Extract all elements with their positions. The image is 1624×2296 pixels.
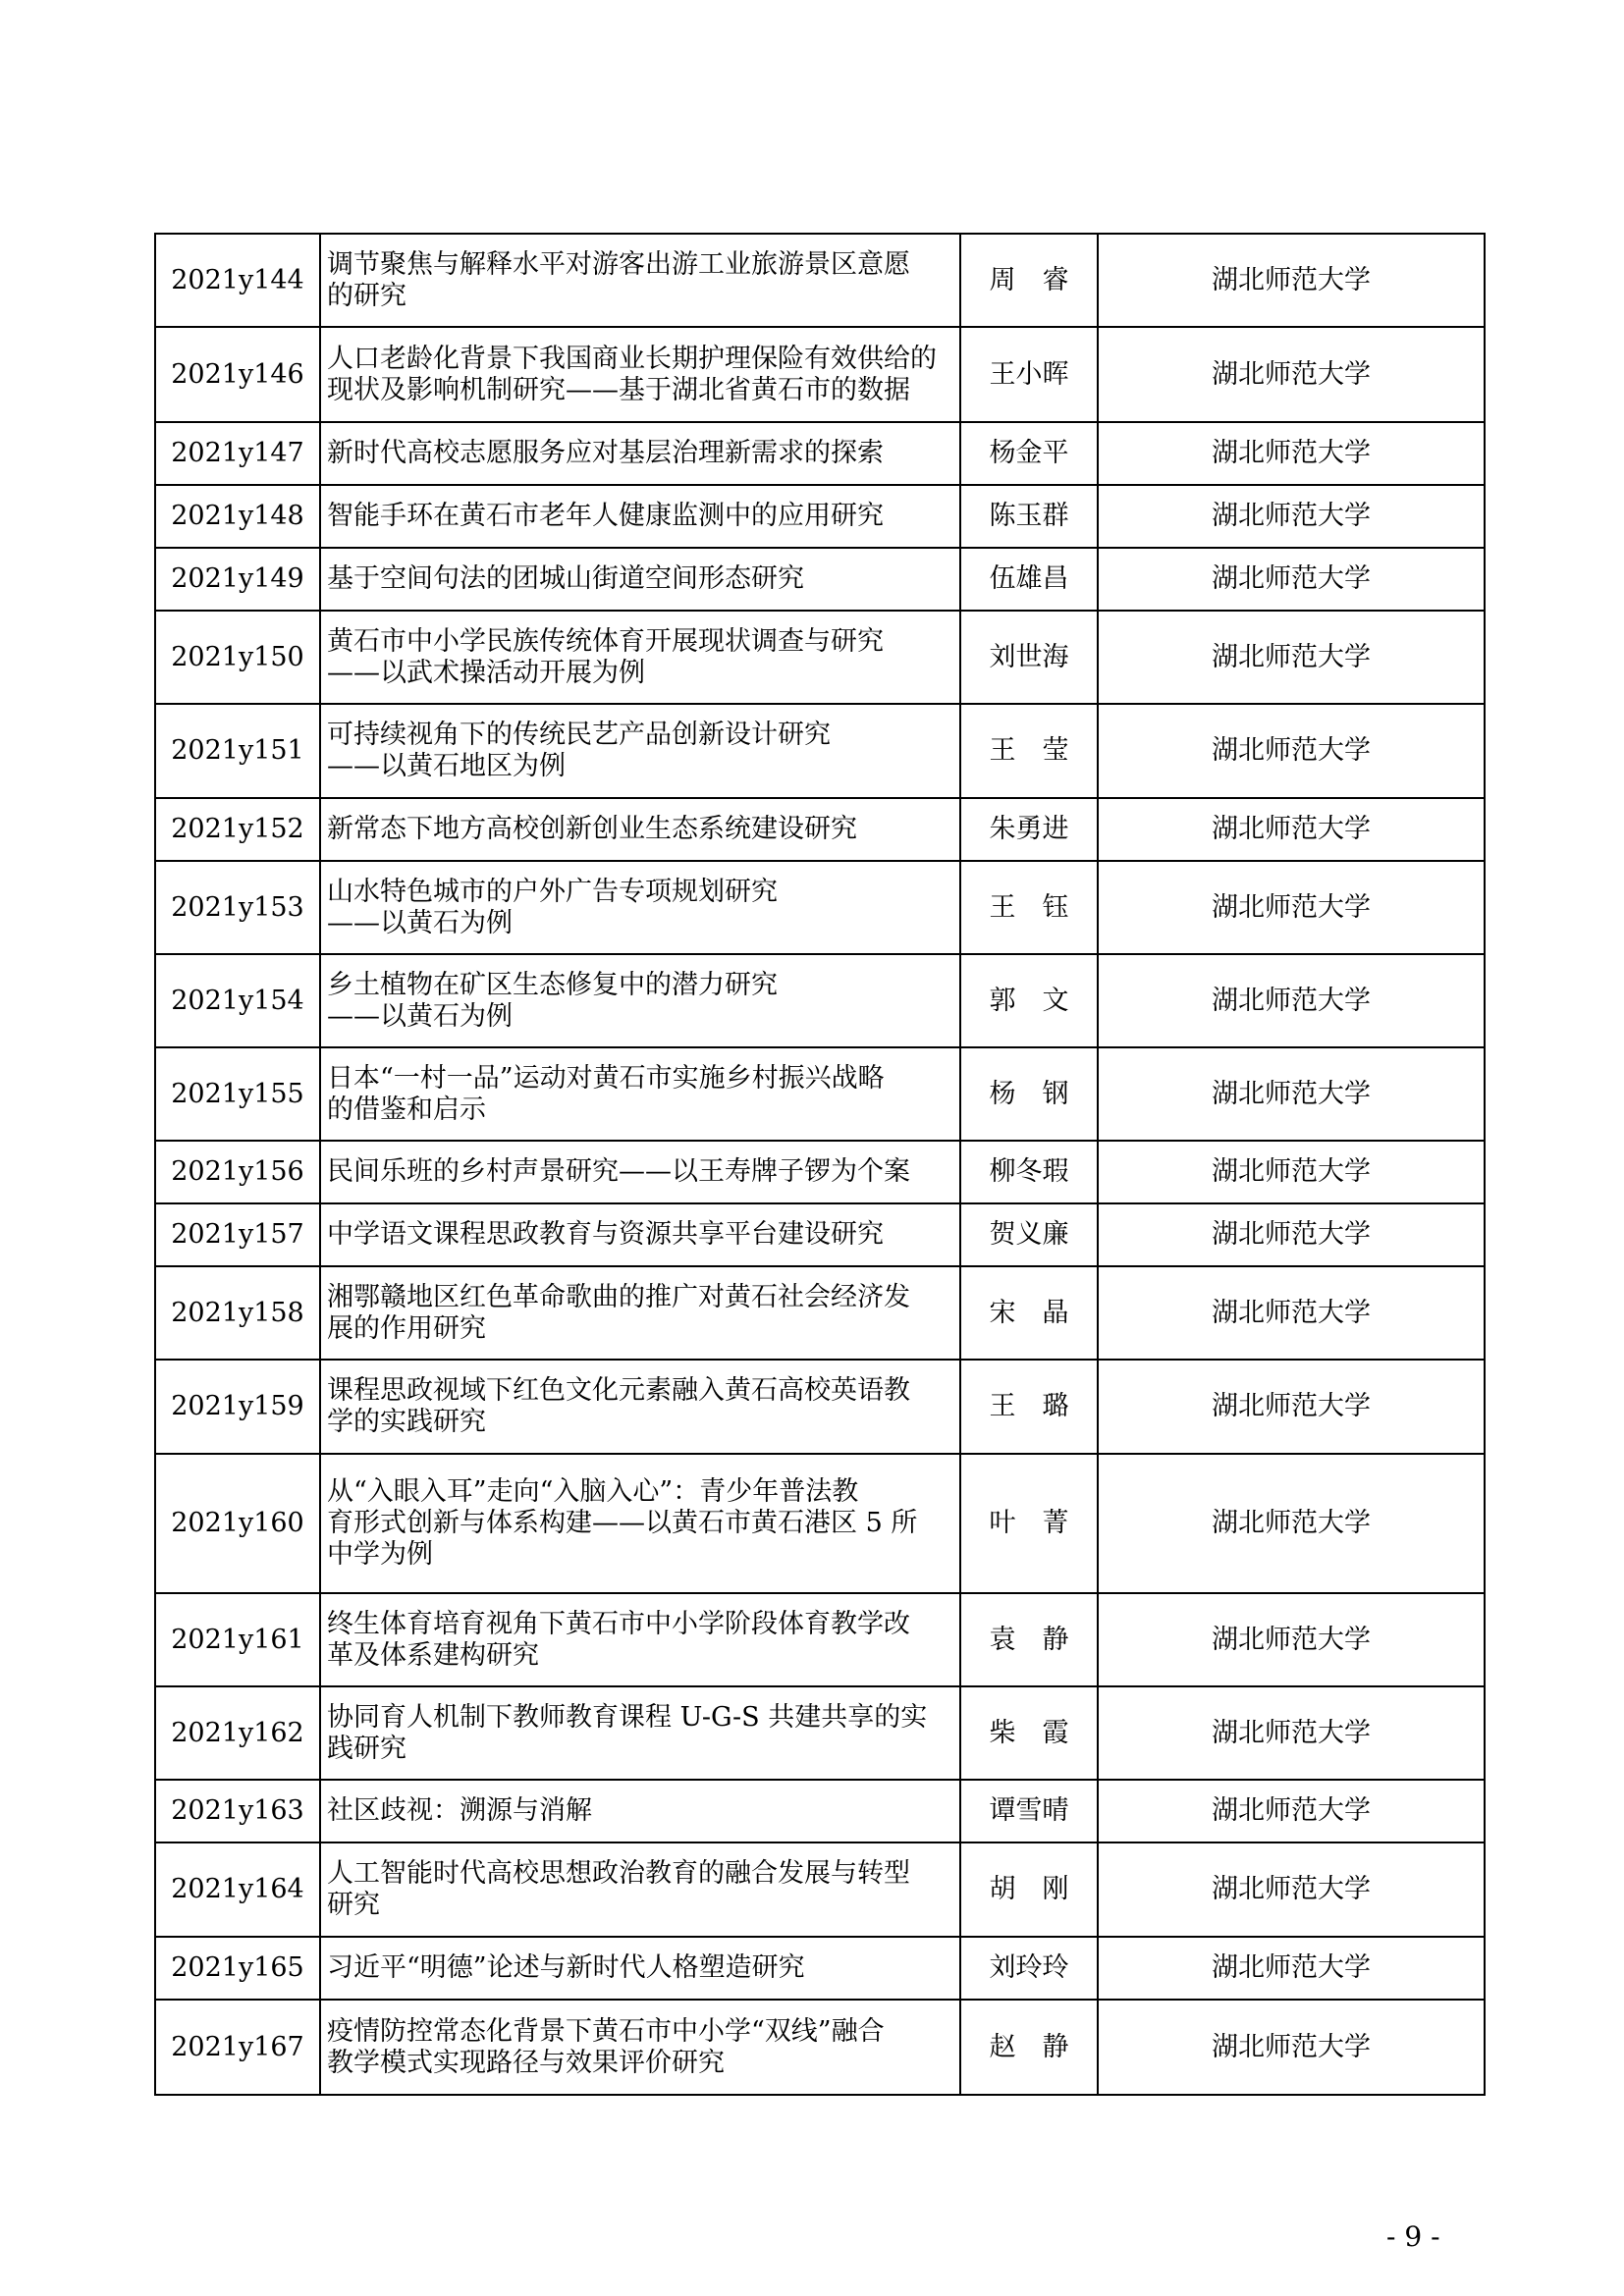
project-code-text: 2021y163 bbox=[171, 1795, 304, 1826]
project-title-text: 习近平“明德”论述与新时代人格塑造研究 bbox=[327, 1952, 805, 1983]
institution-text: 湖北师范大学 bbox=[1212, 563, 1371, 594]
project-leader-text: 宋 晶 bbox=[989, 1297, 1069, 1328]
project-code-cell bbox=[155, 1141, 320, 1203]
project-title-text: 调节聚焦与解释水平对游客出游工业旅游景区意愿 的研究 bbox=[327, 248, 910, 311]
table-body bbox=[155, 234, 1485, 2095]
project-title-text: 疫情防控常态化背景下黄石市中小学“双线”融合 教学模式实现路径与效果评价研究 bbox=[327, 2015, 885, 2078]
project-title-text: 课程思政视域下红色文化元素融入黄石高校英语教 学的实践研究 bbox=[327, 1375, 910, 1437]
project-leader-cell bbox=[960, 1454, 1098, 1593]
project-code-text: 2021y165 bbox=[171, 1952, 304, 1983]
project-code-cell bbox=[155, 327, 320, 422]
project-title-cell bbox=[320, 422, 960, 485]
project-title-text: 山水特色城市的户外广告专项规划研究 ——以黄石为例 bbox=[327, 876, 778, 938]
project-code-cell bbox=[155, 548, 320, 611]
project-title-cell bbox=[320, 954, 960, 1047]
project-code-text: 2021y161 bbox=[171, 1624, 304, 1655]
institution-text: 湖北师范大学 bbox=[1212, 1952, 1371, 1983]
project-leader-cell bbox=[960, 1141, 1098, 1203]
project-title-text: 社区歧视：溯源与消解 bbox=[327, 1795, 592, 1826]
project-code-text: 2021y152 bbox=[171, 814, 304, 844]
institution-cell bbox=[1098, 861, 1485, 954]
project-leader-text: 谭雪晴 bbox=[989, 1795, 1069, 1826]
institution-text: 湖北师范大学 bbox=[1212, 264, 1371, 295]
project-leader-cell bbox=[960, 611, 1098, 704]
project-title-text: 民间乐班的乡村声景研究——以王寿牌子锣为个案 bbox=[327, 1156, 910, 1187]
table-row bbox=[155, 1686, 1485, 1780]
project-leader-cell bbox=[960, 798, 1098, 861]
project-code-cell bbox=[155, 1686, 320, 1780]
institution-cell bbox=[1098, 1686, 1485, 1780]
institution-text: 湖北师范大学 bbox=[1212, 1508, 1371, 1538]
project-leader-text: 杨 钢 bbox=[989, 1078, 1069, 1109]
project-code-text: 2021y155 bbox=[171, 1078, 304, 1109]
project-leader-text: 袁 静 bbox=[989, 1624, 1069, 1655]
project-code-cell bbox=[155, 1842, 320, 1937]
project-code-cell bbox=[155, 234, 320, 327]
project-leader-cell bbox=[960, 704, 1098, 798]
institution-text: 湖北师范大学 bbox=[1212, 1297, 1371, 1328]
project-code-cell bbox=[155, 1203, 320, 1266]
project-code-text: 2021y149 bbox=[171, 563, 304, 594]
table-row bbox=[155, 611, 1485, 704]
project-leader-text: 杨金平 bbox=[989, 438, 1069, 468]
project-code-cell bbox=[155, 798, 320, 861]
project-code-text: 2021y154 bbox=[171, 985, 304, 1016]
project-title-cell bbox=[320, 704, 960, 798]
project-code-cell bbox=[155, 1360, 320, 1454]
institution-text: 湖北师范大学 bbox=[1212, 501, 1371, 531]
project-leader-text: 王 钰 bbox=[989, 891, 1069, 923]
project-title-cell bbox=[320, 861, 960, 954]
project-leader-text: 柳冬瑕 bbox=[989, 1156, 1069, 1187]
institution-text: 湖北师范大学 bbox=[1212, 814, 1371, 844]
project-leader-text: 周 睿 bbox=[989, 264, 1069, 295]
project-title-cell bbox=[320, 2000, 960, 2095]
project-leader-cell bbox=[960, 422, 1098, 485]
project-code-cell bbox=[155, 1454, 320, 1593]
project-leader-cell bbox=[960, 861, 1098, 954]
institution-cell bbox=[1098, 798, 1485, 861]
project-leader-cell bbox=[960, 1266, 1098, 1360]
table-row bbox=[155, 327, 1485, 422]
institution-cell bbox=[1098, 1454, 1485, 1593]
project-leader-text: 赵 静 bbox=[989, 2031, 1069, 2062]
project-leader-cell bbox=[960, 1360, 1098, 1454]
project-code-text: 2021y162 bbox=[171, 1717, 304, 1748]
project-code-cell bbox=[155, 1937, 320, 2000]
project-title-cell bbox=[320, 1141, 960, 1203]
institution-cell bbox=[1098, 704, 1485, 798]
project-code-cell bbox=[155, 485, 320, 548]
project-title-cell bbox=[320, 548, 960, 611]
institution-text: 湖北师范大学 bbox=[1212, 1717, 1371, 1748]
project-title-cell bbox=[320, 1454, 960, 1593]
table-row bbox=[155, 1203, 1485, 1266]
project-title-text: 基于空间句法的团城山街道空间形态研究 bbox=[327, 563, 804, 594]
institution-text: 湖北师范大学 bbox=[1212, 735, 1371, 766]
project-code-text: 2021y156 bbox=[171, 1156, 304, 1187]
table-row bbox=[155, 1593, 1485, 1686]
table-row bbox=[155, 1047, 1485, 1141]
project-title-cell bbox=[320, 798, 960, 861]
table-row bbox=[155, 798, 1485, 861]
project-code-cell bbox=[155, 422, 320, 485]
project-leader-text: 胡 刚 bbox=[989, 1874, 1069, 1904]
project-code-text: 2021y164 bbox=[171, 1874, 304, 1904]
project-code-cell bbox=[155, 1047, 320, 1141]
project-title-cell bbox=[320, 1593, 960, 1686]
project-code-text: 2021y159 bbox=[171, 1391, 304, 1421]
project-code-text: 2021y157 bbox=[171, 1219, 304, 1250]
project-title-text: 乡土植物在矿区生态修复中的潜力研究 ——以黄石为例 bbox=[327, 969, 778, 1032]
project-code-cell bbox=[155, 704, 320, 798]
project-code-text: 2021y148 bbox=[171, 501, 304, 531]
project-title-text: 智能手环在黄石市老年人健康监测中的应用研究 bbox=[327, 501, 884, 531]
institution-cell bbox=[1098, 611, 1485, 704]
institution-cell bbox=[1098, 234, 1485, 327]
project-leader-cell bbox=[960, 234, 1098, 327]
project-leader-cell bbox=[960, 2000, 1098, 2095]
table-row bbox=[155, 1266, 1485, 1360]
project-leader-cell bbox=[960, 485, 1098, 548]
project-title-text: 黄石市中小学民族传统体育开展现状调查与研究 ——以武术操活动开展为例 bbox=[327, 625, 884, 688]
institution-text: 湖北师范大学 bbox=[1212, 1156, 1371, 1187]
project-code-text: 2021y144 bbox=[171, 264, 304, 295]
project-code-text: 2021y147 bbox=[171, 438, 304, 468]
table-row bbox=[155, 548, 1485, 611]
project-title-cell bbox=[320, 1360, 960, 1454]
project-leader-text: 朱勇进 bbox=[989, 814, 1069, 844]
project-title-text: 新时代高校志愿服务应对基层治理新需求的探索 bbox=[327, 438, 884, 468]
project-title-text: 湘鄂赣地区红色革命歌曲的推广对黄石社会经济发 展的作用研究 bbox=[327, 1281, 910, 1344]
project-title-cell bbox=[320, 485, 960, 548]
project-title-cell bbox=[320, 327, 960, 422]
project-leader-text: 王 莹 bbox=[989, 735, 1069, 766]
project-title-cell bbox=[320, 611, 960, 704]
institution-text: 湖北师范大学 bbox=[1212, 2031, 1371, 2062]
institution-text: 湖北师范大学 bbox=[1212, 1391, 1371, 1421]
institution-cell bbox=[1098, 1203, 1485, 1266]
project-code-cell bbox=[155, 2000, 320, 2095]
project-title-text: 从“入眼入耳”走向“入脑入心”：青少年普法教 育形式创新与体系构建——以黄石市黄石港区 5 所 中学为例 bbox=[327, 1476, 918, 1570]
project-code-text: 2021y146 bbox=[171, 358, 304, 390]
institution-cell bbox=[1098, 1047, 1485, 1141]
project-leader-text: 刘玲玲 bbox=[989, 1952, 1069, 1983]
project-code-text: 2021y158 bbox=[171, 1297, 304, 1328]
institution-text: 湖北师范大学 bbox=[1212, 985, 1371, 1016]
project-leader-cell bbox=[960, 1686, 1098, 1780]
institution-cell bbox=[1098, 1780, 1485, 1842]
project-title-cell bbox=[320, 1937, 960, 2000]
table-row bbox=[155, 1937, 1485, 2000]
institution-cell bbox=[1098, 1593, 1485, 1686]
project-code-text: 2021y151 bbox=[171, 735, 304, 766]
institution-cell bbox=[1098, 1937, 1485, 2000]
table-row bbox=[155, 1842, 1485, 1937]
project-leader-text: 叶 菁 bbox=[989, 1508, 1069, 1538]
table-row bbox=[155, 954, 1485, 1047]
table-row bbox=[155, 704, 1485, 798]
project-title-cell bbox=[320, 1842, 960, 1937]
project-leader-text: 陈玉群 bbox=[989, 501, 1069, 531]
institution-cell bbox=[1098, 1141, 1485, 1203]
project-title-text: 日本“一村一品”运动对黄石市实施乡村振兴战略 的借鉴和启示 bbox=[327, 1062, 885, 1125]
project-title-cell bbox=[320, 1266, 960, 1360]
project-title-cell bbox=[320, 1686, 960, 1780]
project-title-cell bbox=[320, 1047, 960, 1141]
project-title-cell bbox=[320, 1780, 960, 1842]
project-leader-text: 刘世海 bbox=[989, 641, 1069, 672]
project-leader-text: 贺义廉 bbox=[989, 1219, 1069, 1250]
project-leader-text: 柴 霞 bbox=[989, 1717, 1069, 1748]
project-title-text: 新常态下地方高校创新创业生态系统建设研究 bbox=[327, 814, 857, 844]
project-code-text: 2021y160 bbox=[171, 1508, 304, 1538]
project-leader-cell bbox=[960, 548, 1098, 611]
project-leader-text: 王 璐 bbox=[989, 1391, 1069, 1421]
project-leader-cell bbox=[960, 1842, 1098, 1937]
institution-text: 湖北师范大学 bbox=[1212, 891, 1371, 923]
project-leader-cell bbox=[960, 1937, 1098, 2000]
project-code-cell bbox=[155, 1266, 320, 1360]
project-leader-cell bbox=[960, 327, 1098, 422]
project-leader-cell bbox=[960, 1203, 1098, 1266]
table-row bbox=[155, 485, 1485, 548]
institution-cell bbox=[1098, 2000, 1485, 2095]
institution-cell bbox=[1098, 485, 1485, 548]
institution-cell bbox=[1098, 954, 1485, 1047]
table-row bbox=[155, 1780, 1485, 1842]
project-title-cell bbox=[320, 1203, 960, 1266]
institution-cell bbox=[1098, 1360, 1485, 1454]
institution-text: 湖北师范大学 bbox=[1212, 358, 1371, 390]
institution-text: 湖北师范大学 bbox=[1212, 641, 1371, 672]
institution-text: 湖北师范大学 bbox=[1212, 1219, 1371, 1250]
project-code-text: 2021y150 bbox=[171, 641, 304, 672]
table-row bbox=[155, 1360, 1485, 1454]
table-row bbox=[155, 861, 1485, 954]
table-row bbox=[155, 422, 1485, 485]
project-title-cell bbox=[320, 234, 960, 327]
table-row bbox=[155, 2000, 1485, 2095]
project-leader-cell bbox=[960, 1780, 1098, 1842]
institution-cell bbox=[1098, 327, 1485, 422]
institution-text: 湖北师范大学 bbox=[1212, 438, 1371, 468]
project-code-cell bbox=[155, 861, 320, 954]
project-leader-text: 王小晖 bbox=[989, 358, 1069, 390]
project-leader-cell bbox=[960, 1047, 1098, 1141]
project-code-text: 2021y153 bbox=[171, 891, 304, 923]
table-row bbox=[155, 234, 1485, 327]
project-leader-text: 郭 文 bbox=[989, 985, 1069, 1016]
institution-cell bbox=[1098, 1842, 1485, 1937]
project-list-table bbox=[154, 233, 1486, 2096]
table-row bbox=[155, 1141, 1485, 1203]
project-code-cell bbox=[155, 954, 320, 1047]
project-title-text: 人口老龄化背景下我国商业长期护理保险有效供给的 现状及影响机制研究——基于湖北省黄石市的数据 bbox=[327, 343, 937, 405]
project-code-cell bbox=[155, 611, 320, 704]
project-title-text: 协同育人机制下教师教育课程 U-G-S 共建共享的实 践研究 bbox=[327, 1701, 928, 1764]
institution-text: 湖北师范大学 bbox=[1212, 1795, 1371, 1826]
project-code-cell bbox=[155, 1593, 320, 1686]
project-title-text: 中学语文课程思政教育与资源共享平台建设研究 bbox=[327, 1219, 884, 1250]
table-row bbox=[155, 1454, 1485, 1593]
project-leader-cell bbox=[960, 1593, 1098, 1686]
institution-cell bbox=[1098, 1266, 1485, 1360]
project-title-text: 可持续视角下的传统民艺产品创新设计研究 ——以黄石地区为例 bbox=[327, 720, 831, 781]
project-leader-cell bbox=[960, 954, 1098, 1047]
institution-cell bbox=[1098, 422, 1485, 485]
project-code-text: 2021y167 bbox=[171, 2031, 304, 2062]
project-code-cell bbox=[155, 1780, 320, 1842]
project-leader-text: 伍雄昌 bbox=[989, 563, 1069, 594]
institution-text: 湖北师范大学 bbox=[1212, 1874, 1371, 1904]
institution-text: 湖北师范大学 bbox=[1212, 1078, 1371, 1109]
project-title-text: 人工智能时代高校思想政治教育的融合发展与转型 研究 bbox=[327, 1858, 910, 1920]
institution-cell bbox=[1098, 548, 1485, 611]
institution-text: 湖北师范大学 bbox=[1212, 1624, 1371, 1655]
page-number: - 9 - bbox=[1386, 2220, 1440, 2253]
project-title-text: 终生体育培育视角下黄石市中小学阶段体育教学改 革及体系建构研究 bbox=[327, 1608, 910, 1671]
